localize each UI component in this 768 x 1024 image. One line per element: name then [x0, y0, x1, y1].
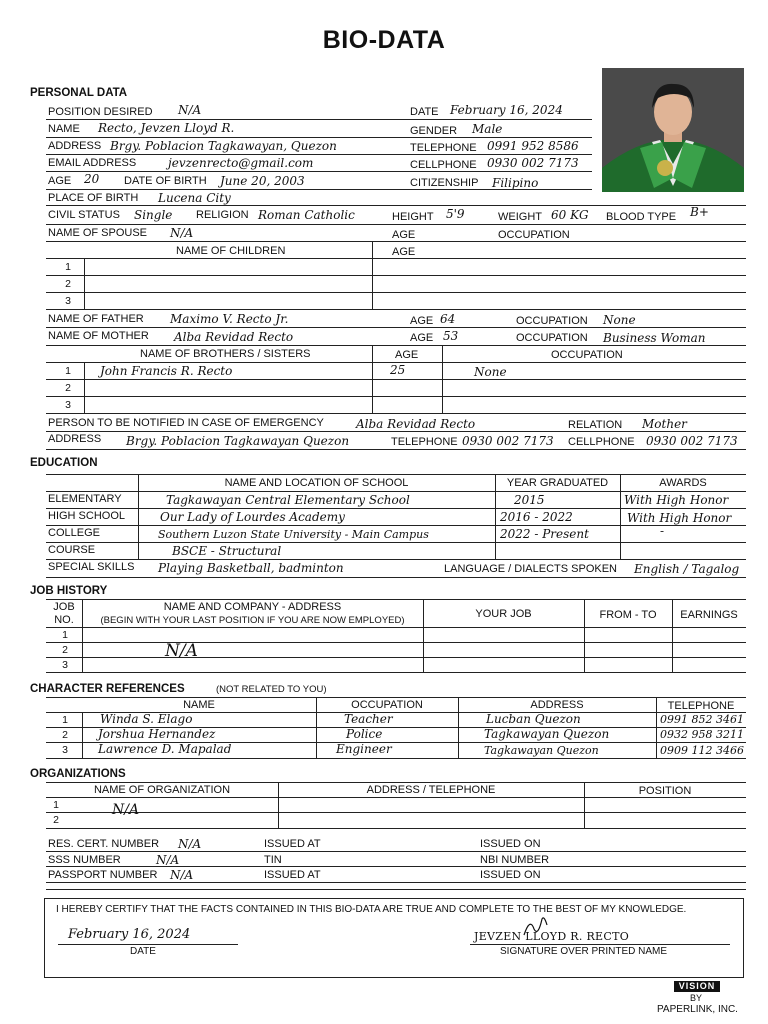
sibling-name: John Francis R. Recto [100, 364, 233, 378]
row-line [46, 491, 746, 492]
emergency-cellphone-label: CELLPHONE [568, 436, 635, 448]
award: With High Honor [627, 511, 732, 525]
ref-occupation-header: OCCUPATION [351, 699, 423, 711]
blood-type-value: B+ [690, 205, 709, 219]
place-of-birth-value: Lucena City [158, 191, 231, 205]
row-line [46, 137, 592, 138]
religion-value: Roman Catholic [258, 208, 355, 222]
row-line [46, 642, 746, 643]
weight-label: WEIGHT [498, 211, 542, 223]
father-label: NAME OF FATHER [48, 313, 144, 325]
special-skills-value: Playing Basketball, badminton [158, 561, 344, 575]
emergency-telephone-label: TELEPHONE [391, 436, 458, 448]
organization-entry: N/A [112, 802, 140, 818]
row-line [46, 812, 746, 813]
language-value: English / Tagalog [634, 562, 740, 576]
date-label: DATE [410, 106, 439, 118]
ref-name: Jorshua Hernandez [98, 727, 216, 741]
ref-name: Winda S. Elago [100, 712, 193, 726]
siblings-occupation-header: OCCUPATION [551, 349, 623, 361]
course-value: BSCE - Structural [172, 544, 282, 558]
civil-status-label: CIVIL STATUS [48, 209, 120, 221]
mother-age-label: AGE [410, 332, 434, 344]
children-header: NAME OF CHILDREN [176, 245, 286, 257]
ref-name: Lawrence D. Mapalad [98, 742, 232, 756]
mother-label: NAME OF MOTHER [48, 330, 149, 342]
spouse-label: NAME OF SPOUSE [48, 227, 148, 239]
vision-logo: VISION [674, 981, 720, 992]
row-number: 1 [53, 799, 59, 811]
gender-label: GENDER [410, 125, 458, 137]
education-level: HIGH SCHOOL [48, 510, 126, 522]
children-age-header: AGE [392, 246, 416, 258]
father-age-value: 64 [440, 312, 456, 326]
school-header: NAME AND LOCATION OF SCHOOL [224, 477, 409, 489]
row-number: 2 [65, 278, 71, 290]
earnings-header: EARNINGS [680, 609, 738, 621]
company-header: NAME AND COMPANY - ADDRESS [163, 601, 342, 613]
row-line [46, 697, 746, 698]
citizenship-value: Filipino [492, 176, 539, 190]
mother-value: Alba Revidad Recto [174, 330, 294, 344]
ref-address: Lucban Quezon [486, 712, 581, 726]
dob-label: DATE OF BIRTH [124, 175, 207, 187]
row-number: 2 [53, 814, 59, 826]
company-header-note: (BEGIN WITH YOUR LAST POSITION IF YOU ARE NOW EMPLOYED) [100, 615, 405, 626]
cellphone-label: CELLPHONE [410, 159, 477, 171]
row-line [46, 345, 746, 346]
passport-value: N/A [170, 868, 194, 882]
row-number: 1 [62, 629, 68, 641]
graduate-portrait-image [602, 68, 744, 192]
address-value: Brgy. Poblacion Tagkawayan, Quezon [110, 139, 337, 153]
row-line [46, 379, 746, 380]
row-line [46, 119, 592, 120]
age-label: AGE [48, 175, 72, 187]
row-line [46, 171, 592, 172]
religion-label: RELIGION [196, 209, 249, 221]
blood-type-label: BLOOD TYPE [606, 211, 677, 223]
father-value: Maximo V. Recto Jr. [170, 312, 289, 326]
section-personal-data: PERSONAL DATA [30, 87, 128, 99]
email-label: EMAIL ADDRESS [48, 157, 137, 169]
emergency-telephone-value: 0930 002 7173 [462, 434, 554, 448]
row-line [46, 525, 746, 526]
row-number: 2 [65, 382, 71, 394]
row-line [46, 559, 746, 560]
row-line [46, 413, 746, 414]
year-graduated: 2022 - Present [500, 527, 589, 541]
signature-printed-name: JEVZEN LLOYD R. RECTO [474, 930, 630, 943]
row-line [46, 154, 592, 155]
place-of-birth-label: PLACE OF BIRTH [48, 192, 139, 204]
row-number: 3 [65, 399, 71, 411]
year-graduated: 2016 - 2022 [500, 510, 573, 524]
cellphone-value: 0930 002 7173 [487, 156, 579, 170]
emergency-value: Alba Revidad Recto [356, 417, 476, 431]
mother-occupation-label: OCCUPATION [516, 332, 588, 344]
spouse-occupation-header: OCCUPATION [498, 229, 570, 241]
ref-telephone: 0991 852 3461 [660, 713, 744, 726]
address-label: ADDRESS [48, 140, 102, 152]
row-line [46, 205, 746, 206]
row-line [46, 672, 746, 673]
res-cert-value: N/A [178, 837, 202, 851]
col-line [84, 362, 85, 413]
your-job-header: YOUR JOB [475, 608, 532, 620]
email-value: jevzenrecto@gmail.com [168, 156, 314, 170]
ref-address-header: ADDRESS [530, 699, 584, 711]
ref-name-header: NAME [183, 699, 215, 711]
citizenship-label: CITIZENSHIP [410, 177, 479, 189]
ref-address: Tagkawayan Quezon [484, 727, 610, 741]
relation-value: Mother [642, 417, 687, 431]
passport-issued-on-label: ISSUED ON [480, 869, 541, 881]
height-label: HEIGHT [392, 211, 434, 223]
date-line [58, 944, 238, 945]
ref-address: Tagkawayan Quezon [484, 744, 599, 757]
row-number: 2 [62, 644, 68, 656]
section-character-references: CHARACTER REFERENCES [30, 683, 185, 695]
org-address-header: ADDRESS / TELEPHONE [366, 784, 496, 796]
ref-telephone: 0932 958 3211 [660, 728, 744, 741]
row-line [46, 657, 746, 658]
emergency-label: PERSON TO BE NOTIFIED IN CASE OF EMERGENCY [48, 417, 324, 429]
passport-label: PASSPORT NUMBER [48, 869, 158, 881]
job-no-header: JOB [53, 601, 75, 613]
row-line [46, 889, 746, 890]
emergency-cellphone-value: 0930 002 7173 [646, 434, 738, 448]
ref-telephone-header: TELEPHONE [667, 700, 735, 712]
row-line [46, 275, 746, 276]
row-line [46, 241, 746, 242]
certification-date-value: February 16, 2024 [68, 927, 191, 942]
row-number: 1 [65, 365, 71, 377]
issued-at-label: ISSUED AT [264, 838, 321, 850]
job-no-header: NO. [54, 614, 74, 626]
publisher-name: PAPERLINK, INC. [657, 1004, 738, 1015]
row-line [46, 599, 746, 600]
row-line [46, 627, 746, 628]
ref-occupation: Engineer [336, 742, 392, 756]
position-desired-value: N/A [178, 103, 202, 117]
sss-label: SSS NUMBER [48, 854, 121, 866]
col-line [372, 241, 373, 309]
row-line [46, 189, 592, 190]
telephone-value: 0991 952 8586 [487, 139, 579, 153]
sibling-occupation: None [474, 365, 507, 379]
row-line [46, 396, 746, 397]
row-line [46, 758, 746, 759]
ref-occupation: Police [346, 727, 383, 741]
siblings-header: NAME OF BROTHERS / SISTERS [140, 348, 311, 360]
civil-status-value: Single [134, 208, 173, 222]
col-line [495, 474, 496, 559]
sibling-age: 25 [390, 363, 406, 377]
siblings-age-header: AGE [395, 349, 419, 361]
issued-on-label: ISSUED ON [480, 838, 541, 850]
certification-date-label: DATE [130, 946, 156, 957]
form-title: BIO-DATA [322, 26, 446, 54]
ref-telephone: 0909 112 3466 [660, 744, 744, 757]
row-line [46, 866, 746, 867]
name-label: NAME [48, 123, 80, 135]
year-header: YEAR GRADUATED [506, 477, 609, 489]
row-line [46, 577, 746, 578]
profile-photo [602, 68, 744, 192]
emergency-address-value: Brgy. Poblacion Tagkawayan Quezon [126, 434, 350, 448]
name-value: Recto, Jevzen Lloyd R. [98, 121, 235, 135]
row-line [46, 782, 746, 783]
row-line [46, 309, 746, 310]
gender-value: Male [472, 122, 503, 136]
award: With High Honor [624, 493, 729, 507]
row-line [46, 542, 746, 543]
row-line [46, 431, 746, 432]
education-level: COLLEGE [48, 527, 100, 539]
job-entry: N/A [165, 641, 198, 661]
father-age-label: AGE [410, 315, 434, 327]
school-name: Southern Luzon State University - Main Campus [158, 528, 429, 541]
col-line [442, 345, 443, 413]
col-line [84, 258, 85, 309]
row-line [46, 828, 746, 829]
passport-issued-at-label: ISSUED AT [264, 869, 321, 881]
ref-occupation: Teacher [344, 712, 393, 726]
language-label: LANGUAGE / DIALECTS SPOKEN [444, 563, 617, 575]
certification-text: I HEREBY CERTIFY THAT THE FACTS CONTAINED IN THIS BIO-DATA ARE TRUE AND COMPLETE TO THE BEST OF MY KNOWLEDGE. [56, 904, 687, 915]
signature-label: SIGNATURE OVER PRINTED NAME [500, 946, 668, 957]
age-value: 20 [84, 172, 100, 186]
sss-value: N/A [156, 853, 180, 867]
year-graduated: 2015 [514, 493, 545, 507]
education-level: COURSE [48, 544, 96, 556]
row-line [46, 327, 746, 328]
weight-value: 60 KG [551, 208, 589, 222]
special-skills-label: SPECIAL SKILLS [48, 561, 135, 573]
father-occupation-label: OCCUPATION [516, 315, 588, 327]
row-number: 1 [65, 261, 71, 273]
row-number: 1 [62, 714, 68, 726]
section-education: EDUCATION [30, 457, 98, 469]
section-organizations: ORGANIZATIONS [30, 768, 126, 780]
row-line [46, 508, 746, 509]
org-name-header: NAME OF ORGANIZATION [93, 784, 231, 796]
dob-value: June 20, 2003 [220, 174, 305, 188]
row-line [46, 224, 746, 225]
col-line [620, 474, 621, 559]
col-line [372, 345, 373, 413]
col-line [138, 474, 139, 559]
position-desired-label: POSITION DESIRED [48, 106, 153, 118]
references-note: (NOT RELATED TO YOU) [216, 684, 327, 695]
row-line [46, 882, 746, 883]
row-line [46, 292, 746, 293]
row-number: 2 [62, 729, 68, 741]
row-line [46, 258, 746, 259]
spouse-value: N/A [170, 226, 194, 240]
publisher-by: BY [690, 993, 703, 1003]
date-value: February 16, 2024 [450, 103, 563, 117]
row-line [46, 851, 746, 852]
spouse-age-header: AGE [392, 229, 416, 241]
row-number: 3 [62, 659, 68, 671]
relation-label: RELATION [568, 419, 623, 431]
signature-line [470, 944, 730, 945]
row-line [46, 474, 746, 475]
awards-header: AWARDS [659, 477, 707, 489]
row-number: 3 [65, 295, 71, 307]
row-number: 3 [62, 744, 68, 756]
row-line [46, 449, 746, 450]
tin-label: TIN [264, 854, 282, 866]
row-line [46, 797, 746, 798]
telephone-label: TELEPHONE [410, 142, 477, 154]
emergency-address-label: ADDRESS [48, 433, 102, 445]
father-occupation-value: None [603, 313, 636, 327]
mother-occupation-value: Business Woman [603, 331, 706, 345]
res-cert-label: RES. CERT. NUMBER [48, 838, 160, 850]
education-level: ELEMENTARY [48, 493, 122, 505]
nbi-label: NBI NUMBER [480, 854, 550, 866]
mother-age-value: 53 [443, 329, 459, 343]
award: - [660, 524, 665, 538]
school-name: Our Lady of Lourdes Academy [160, 510, 345, 524]
section-job-history: JOB HISTORY [30, 585, 108, 597]
height-value: 5'9 [446, 207, 465, 221]
org-position-header: POSITION [638, 785, 692, 797]
col-line [82, 712, 83, 758]
school-name: Tagkawayan Central Elementary School [166, 493, 410, 507]
from-to-header: FROM - TO [599, 609, 657, 621]
